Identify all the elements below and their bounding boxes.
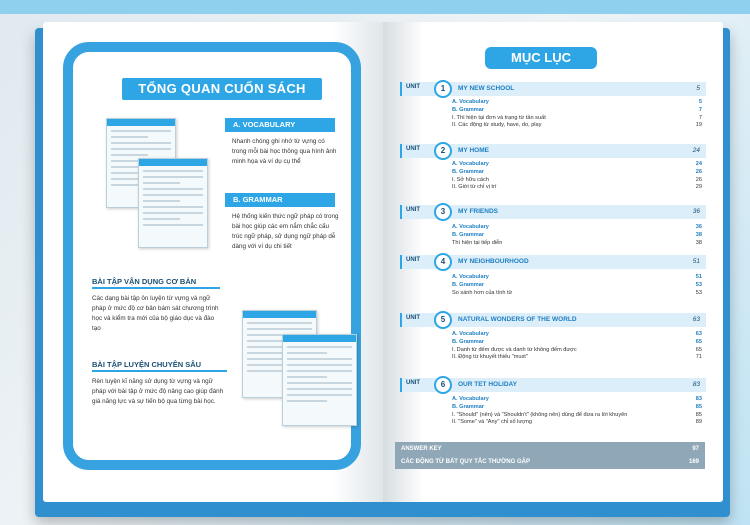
answer-key-row[interactable]: ANSWER KEY 97 bbox=[401, 446, 699, 452]
unit-tag: UNIT bbox=[406, 380, 420, 386]
unit-4-entry[interactable] bbox=[400, 255, 706, 297]
unit-title: MY NEW SCHOOL 5 bbox=[458, 85, 700, 92]
unit-number: 4 bbox=[434, 253, 452, 271]
vocabulary-description: Nhanh chóng ghi nhớ từ vựng có trong mỗi bài học thông qua hình ảnh minh họa và ví dụ cụ thể bbox=[232, 138, 337, 165]
toc-row[interactable]: B. Grammar 26 bbox=[452, 168, 702, 175]
advanced-exercises-heading: BÀI TẬP LUYỆN CHUYÊN SÂU bbox=[92, 359, 227, 372]
advanced-exercises-description: Rèn luyện kĩ năng sử dụng từ vựng và ngữ pháp với bài tập ở mức độ nâng cao giúp đánh giá năng lực và sự tiến bộ qua từng bài học. bbox=[92, 378, 224, 405]
toc-row[interactable]: II. Giới từ chỉ vị trí 29 bbox=[452, 184, 702, 191]
unit-tag: UNIT bbox=[406, 207, 420, 213]
toc-row[interactable]: A. Vocabulary 36 bbox=[452, 224, 702, 230]
toc-row[interactable]: B. Grammar 7 bbox=[452, 106, 702, 113]
toc-row[interactable]: I. "Should" (nên) và "Shouldn't" (không nên) dùng để đưa ra lời khuyên 85 bbox=[452, 411, 702, 418]
unit-number: 2 bbox=[434, 142, 452, 160]
irregular-verbs-row[interactable]: CÁC ĐỘNG TỪ BẤT QUY TẮC THƯỜNG GẶP 169 bbox=[401, 459, 699, 465]
contents-title: MỤC LỤC bbox=[485, 47, 597, 69]
toc-row[interactable]: I. Danh từ đếm được và danh từ không đếm được 65 bbox=[452, 346, 702, 353]
unit-number: 3 bbox=[434, 203, 452, 221]
toc-row[interactable]: B. Grammar 65 bbox=[452, 338, 702, 345]
toc-row[interactable]: A. Vocabulary 63 bbox=[452, 331, 702, 337]
basic-exercises-description: Các dạng bài tập ôn luyện từ vựng và ngữ pháp ở mức độ cơ bản bám sát chương trình học và kiểm tra mới của bộ giáo dục và đào tạo bbox=[92, 295, 219, 332]
unit-2-entry[interactable] bbox=[400, 144, 706, 192]
toc-row[interactable]: So sánh hơn của tính từ 53 bbox=[452, 289, 702, 296]
grammar-page-thumbnail bbox=[138, 158, 208, 248]
unit-title: NATURAL WONDERS OF THE WORLD 63 bbox=[458, 316, 700, 323]
vocabulary-label: A. VOCABULARY bbox=[225, 118, 335, 132]
overview-title: TỔNG QUAN CUỐN SÁCH bbox=[122, 78, 322, 100]
unit-title: MY NEIGHBOURHOOD 51 bbox=[458, 258, 700, 265]
grammar-label: B. GRAMMAR bbox=[225, 193, 335, 207]
toc-row[interactable]: II. Động từ khuyết thiếu "must" 71 bbox=[452, 354, 702, 361]
unit-1-entry[interactable] bbox=[400, 82, 706, 130]
unit-number: 5 bbox=[434, 311, 452, 329]
unit-tag: UNIT bbox=[406, 257, 420, 263]
toc-row[interactable]: A. Vocabulary 51 bbox=[452, 274, 702, 280]
unit-tag: UNIT bbox=[406, 84, 420, 90]
unit-number: 1 bbox=[434, 80, 452, 98]
toc-row[interactable]: B. Grammar 85 bbox=[452, 403, 702, 410]
background-stripe bbox=[0, 0, 750, 14]
toc-row[interactable]: I. Sở hữu cách 26 bbox=[452, 176, 702, 183]
toc-row[interactable]: Thì hiện tại tiếp diễn 38 bbox=[452, 239, 702, 246]
unit-title: MY FRIENDS 36 bbox=[458, 208, 700, 215]
unit-number: 6 bbox=[434, 376, 452, 394]
unit-title: MY HOME 24 bbox=[458, 147, 700, 154]
toc-row[interactable]: B. Grammar 38 bbox=[452, 231, 702, 238]
advanced-exercise-thumbnail bbox=[282, 334, 357, 426]
unit-3-entry[interactable] bbox=[400, 205, 706, 247]
toc-row[interactable]: I. Thì hiện tại đơn và trạng từ tần suất 7 bbox=[452, 114, 702, 121]
unit-tag: UNIT bbox=[406, 146, 420, 152]
unit-title: OUR TET HOLIDAY 83 bbox=[458, 381, 700, 388]
basic-exercises-heading: BÀI TẬP VẬN DỤNG CƠ BẢN bbox=[92, 276, 220, 289]
unit-5-entry[interactable] bbox=[400, 313, 706, 362]
toc-row[interactable]: A. Vocabulary 24 bbox=[452, 161, 702, 167]
unit-6-entry[interactable] bbox=[400, 378, 706, 427]
toc-row[interactable]: II. Các động từ study, have, do, play 19 bbox=[452, 122, 702, 129]
toc-row[interactable]: A. Vocabulary 83 bbox=[452, 396, 702, 402]
toc-row[interactable]: B. Grammar 53 bbox=[452, 281, 702, 288]
grammar-description: Hệ thống kiến thức ngữ pháp có trong bài học giúp các em nắm chắc cấu trúc ngữ pháp, sử dụng ngữ pháp dễ dàng với ví dụ chi tiết bbox=[232, 213, 339, 250]
toc-row[interactable]: A. Vocabulary 5 bbox=[452, 99, 702, 105]
toc-row[interactable]: II. "Some" và "Any" chỉ số lượng 89 bbox=[452, 419, 702, 426]
appendix-block bbox=[395, 442, 705, 469]
unit-tag: UNIT bbox=[406, 315, 420, 321]
